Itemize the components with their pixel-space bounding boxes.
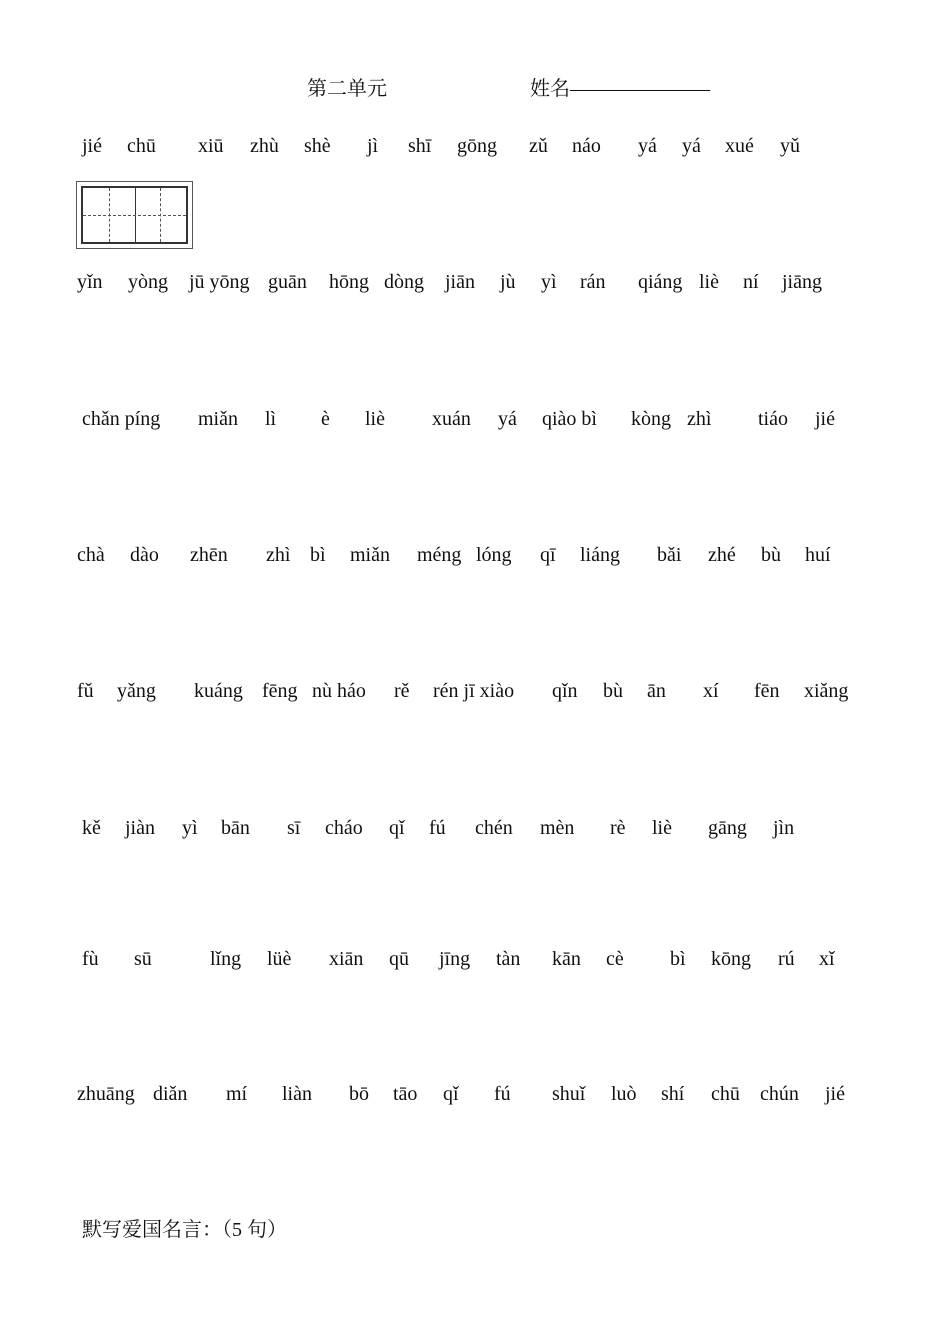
pinyin-word: jié (82, 135, 102, 157)
pinyin-word: chún (760, 1083, 799, 1105)
pinyin-word: fēn (754, 680, 780, 702)
writing-grid-cells (81, 186, 188, 244)
pinyin-word: lóng (476, 544, 512, 566)
pinyin-word: ān (647, 680, 666, 702)
pinyin-word: lǐng (210, 948, 242, 970)
pinyin-word: lì (265, 408, 277, 430)
pinyin-word: xiǎng (804, 680, 849, 702)
pinyin-word: kě (82, 817, 101, 839)
pinyin-word: chǎn píng (82, 408, 161, 430)
pinyin-word: è (321, 408, 330, 430)
pinyin-word: bì (670, 948, 686, 970)
pinyin-word: miǎn (198, 408, 238, 430)
pinyin-word: chū (127, 135, 156, 157)
pinyin-word: luò (611, 1083, 637, 1105)
pinyin-word: liàn (282, 1083, 312, 1105)
pinyin-word: qǐn (552, 680, 578, 702)
pinyin-word: zhé (708, 544, 736, 566)
pinyin-word: kuáng (194, 680, 243, 702)
pinyin-word: dòng (384, 271, 424, 293)
pinyin-word: huí (805, 544, 831, 566)
pinyin-word: xué (725, 135, 754, 157)
pinyin-word: lüè (267, 948, 292, 970)
pinyin-word: yì (541, 271, 557, 293)
pinyin-word: fù (82, 948, 99, 970)
pinyin-word: jīng (439, 948, 471, 970)
pinyin-word: zǔ (529, 135, 548, 157)
writing-grid[interactable] (76, 181, 193, 249)
pinyin-word: dào (130, 544, 159, 566)
pinyin-word: zhēn (190, 544, 228, 566)
pinyin-row-3 (0, 407, 950, 431)
pinyin-word: jì (367, 135, 379, 157)
pinyin-word: yá (638, 135, 657, 157)
pinyin-row-6 (0, 816, 950, 840)
pinyin-word: jù (500, 271, 516, 293)
pinyin-row-5 (0, 679, 950, 703)
pinyin-word: yǎng (117, 680, 156, 702)
pinyin-word: xiān (329, 948, 364, 970)
pinyin-word: xiū (198, 135, 224, 157)
pinyin-word: qiào bì (542, 408, 597, 430)
pinyin-word: jìn (773, 817, 795, 839)
pinyin-word: shè (304, 135, 331, 157)
pinyin-word: fēng (262, 680, 298, 702)
pinyin-word: jiàn (125, 817, 155, 839)
pinyin-word: zhuāng (77, 1083, 135, 1105)
pinyin-word: miǎn (350, 544, 390, 566)
pinyin-word: qī (540, 544, 556, 566)
pinyin-word: rè (610, 817, 626, 839)
pinyin-word: gāng (708, 817, 747, 839)
pinyin-row-2 (0, 270, 950, 294)
pinyin-word: bù (761, 544, 781, 566)
pinyin-word: hōng (329, 271, 369, 293)
pinyin-word: yì (182, 817, 198, 839)
pinyin-word: xǐ (819, 948, 835, 970)
pinyin-word: rán (580, 271, 606, 293)
pinyin-word: jié (815, 408, 835, 430)
pinyin-word: rú (778, 948, 795, 970)
pinyin-word: cháo (325, 817, 363, 839)
pinyin-word: bō (349, 1083, 369, 1105)
pinyin-word: shī (408, 135, 432, 157)
grid-guide-line (83, 215, 186, 216)
pinyin-word: chén (475, 817, 513, 839)
unit-title: 第二单元 (307, 78, 387, 100)
pinyin-word: rě (394, 680, 410, 702)
pinyin-word: diǎn (153, 1083, 188, 1105)
pinyin-word: shuǐ (552, 1083, 586, 1105)
pinyin-word: kòng (631, 408, 671, 430)
pinyin-word: tàn (496, 948, 521, 970)
pinyin-word: qū (389, 948, 409, 970)
pinyin-row-8 (0, 1082, 950, 1106)
pinyin-word: nù háo (312, 680, 366, 702)
pinyin-word: kōng (711, 948, 751, 970)
pinyin-word: liè (365, 408, 385, 430)
pinyin-word: kān (552, 948, 581, 970)
pinyin-row-7 (0, 947, 950, 971)
pinyin-word: yǔ (780, 135, 800, 157)
pinyin-word: guān (268, 271, 307, 293)
grid-guide-line (109, 188, 110, 242)
pinyin-word: gōng (457, 135, 497, 157)
pinyin-word: ní (743, 271, 759, 293)
pinyin-word: mí (226, 1083, 248, 1105)
pinyin-word: qǐ (389, 817, 405, 839)
pinyin-word: cè (606, 948, 624, 970)
pinyin-word: bǎi (657, 544, 682, 566)
pinyin-word: yá (682, 135, 701, 157)
pinyin-word: qǐ (443, 1083, 459, 1105)
pinyin-word: qiáng (638, 271, 683, 293)
pinyin-word: liáng (580, 544, 620, 566)
pinyin-word: shí (661, 1083, 685, 1105)
dictation-instruction: 默写爱国名言：（5 句） (82, 1219, 287, 1241)
pinyin-word: náo (572, 135, 601, 157)
pinyin-word: mèn (540, 817, 575, 839)
pinyin-word: zhì (687, 408, 712, 430)
pinyin-word: xuán (432, 408, 471, 430)
pinyin-word: sī (287, 817, 301, 839)
pinyin-row-1 (0, 134, 950, 158)
pinyin-word: jiāng (782, 271, 822, 293)
pinyin-word: yá (498, 408, 517, 430)
pinyin-word: sū (134, 948, 152, 970)
pinyin-word: rén jī xiào (433, 680, 515, 702)
pinyin-word: zhù (250, 135, 279, 157)
pinyin-word: xí (703, 680, 719, 702)
pinyin-word: yòng (128, 271, 168, 293)
grid-guide-line (160, 188, 161, 242)
pinyin-word: chū (711, 1083, 740, 1105)
pinyin-word: bù (603, 680, 623, 702)
pinyin-word: yǐn (77, 271, 103, 293)
pinyin-row-4 (0, 543, 950, 567)
pinyin-word: jiān (445, 271, 475, 293)
pinyin-word: jié (825, 1083, 845, 1105)
pinyin-word: jū yōng (189, 271, 250, 293)
pinyin-word: bān (221, 817, 250, 839)
name-label: 姓名——————— (530, 78, 710, 100)
pinyin-word: fǔ (77, 680, 94, 702)
pinyin-word: bì (310, 544, 326, 566)
pinyin-word: tāo (393, 1083, 418, 1105)
pinyin-word: liè (652, 817, 672, 839)
pinyin-word: tiáo (758, 408, 788, 430)
pinyin-word: méng (417, 544, 462, 566)
pinyin-word: fú (494, 1083, 511, 1105)
pinyin-word: chà (77, 544, 105, 566)
pinyin-word: fú (429, 817, 446, 839)
pinyin-word: zhì (266, 544, 291, 566)
pinyin-word: liè (699, 271, 719, 293)
